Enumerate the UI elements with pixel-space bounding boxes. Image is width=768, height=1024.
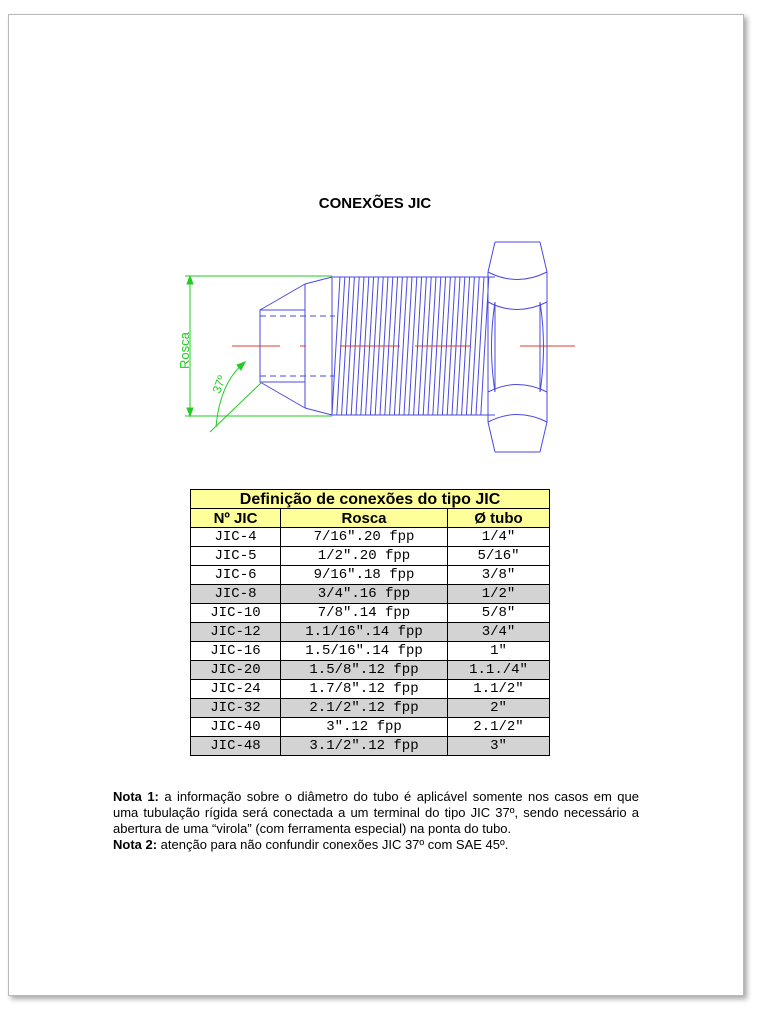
cell-jic: JIC-10 [191,604,281,623]
cell-rosca: 1.1/16".14 fpp [281,623,448,642]
cell-jic: JIC-5 [191,547,281,566]
note-1-text: a informação sobre o diâmetro do tubo é aplicável somente nos casos em que uma tubulação rígida será conectada a um terminal do tipo JIC 37º, sendo necessário a abertura de uma “virola” (com ferramenta especial) na ponta do tubo. [113,789,639,836]
table-row [191,680,550,699]
table-row [191,585,550,604]
cell-tubo: 2" [448,699,550,718]
cell-tubo: 3/8" [448,566,550,585]
table-row [191,737,550,756]
cell-jic: JIC-8 [191,585,281,604]
thread-line [399,277,407,415]
note-2 [113,837,639,853]
cell-rosca: 3/4".16 fpp [281,585,448,604]
cell-jic: JIC-4 [191,528,281,547]
cell-rosca: 1.5/8".12 fpp [281,661,448,680]
thread-line [332,277,340,415]
cell-jic: JIC-16 [191,642,281,661]
table-row [191,661,550,680]
cell-tubo: 1/4" [448,528,550,547]
column-header-rosca: Rosca [281,509,448,528]
cell-rosca: 2.1/2".12 fpp [281,699,448,718]
cell-jic: JIC-32 [191,699,281,718]
cell-rosca: 7/8".14 fpp [281,604,448,623]
cell-jic: JIC-48 [191,737,281,756]
table-row [191,699,550,718]
table-row [191,642,550,661]
cell-rosca: 1.7/8".12 fpp [281,680,448,699]
cell-tubo: 1.1/2" [448,680,550,699]
cell-tubo: 1" [448,642,550,661]
rosca-dimension-label: Rosca [177,332,192,369]
cell-tubo: 2.1/2" [448,718,550,737]
cell-jic: JIC-6 [191,566,281,585]
table-row [191,623,550,642]
cell-rosca: 7/16".20 fpp [281,528,448,547]
thread-line [404,277,412,415]
table-caption-row [191,490,550,509]
jic-fitting-drawing [170,232,580,457]
cell-rosca: 1/2".20 fpp [281,547,448,566]
cell-jic: JIC-12 [191,623,281,642]
dimension-lines [185,276,332,432]
note-1 [113,789,639,837]
cell-jic: JIC-20 [191,661,281,680]
cell-tubo: 3/4" [448,623,550,642]
column-header-tubo: Ø tubo [448,509,550,528]
table-header-row [191,509,550,528]
column-header-jic: Nº JIC [191,509,281,528]
thread-line [476,277,484,415]
cell-rosca: 3".12 fpp [281,718,448,737]
jic-definition-table [190,489,550,756]
cell-rosca: 9/16".18 fpp [281,566,448,585]
table-row [191,528,550,547]
note-1-label: Nota 1: [113,789,159,804]
cell-tubo: 1/2" [448,585,550,604]
cell-tubo: 5/16" [448,547,550,566]
note-2-text: atenção para não confundir conexões JIC 37º com SAE 45º. [157,837,509,852]
fitting-technical-drawing [170,232,580,457]
cell-tubo: 5/8" [448,604,550,623]
cell-jic: JIC-24 [191,680,281,699]
cell-tubo: 3" [448,737,550,756]
hex-nut [488,242,547,452]
table-caption: Definição de conexões do tipo JIC [191,490,550,509]
cell-tubo: 1.1./4" [448,661,550,680]
table-row [191,547,550,566]
angle-dimension-label: 37º [209,373,229,396]
page-title: CONEXÕES JIC [318,195,432,212]
note-2-label: Nota 2: [113,837,158,852]
notes-section [113,789,639,853]
cell-rosca: 3.1/2".12 fpp [281,737,448,756]
table-row [191,718,550,737]
jic-definition-table-container [190,489,549,756]
thread-line [471,277,479,415]
table-row [191,604,550,623]
cell-jic: JIC-40 [191,718,281,737]
table-row [191,566,550,585]
cell-rosca: 1.5/16".14 fpp [281,642,448,661]
